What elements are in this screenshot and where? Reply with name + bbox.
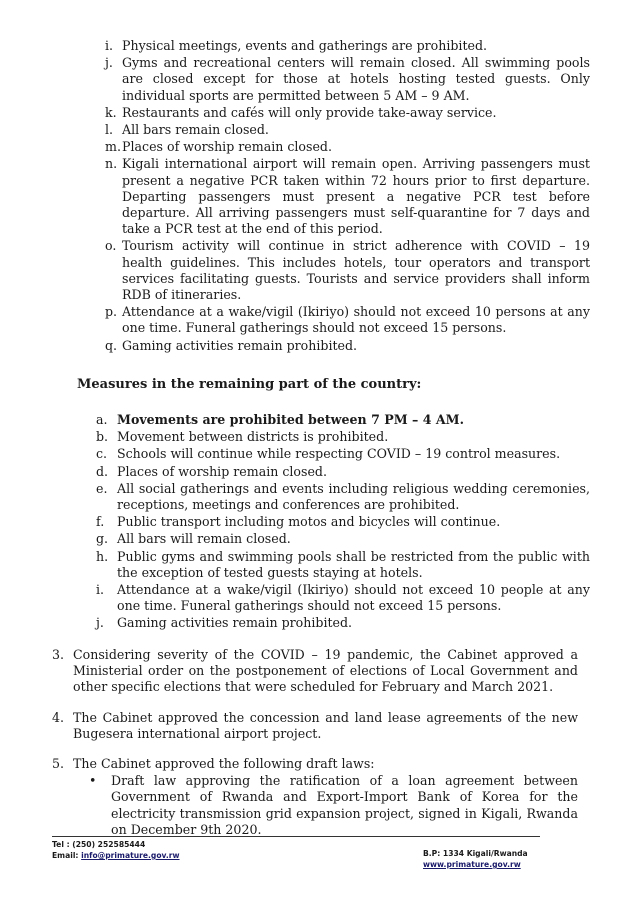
list-item bbox=[0, 238, 631, 303]
list-item-text: Movements are prohibited between 7 PM – 4 AM. bbox=[117, 412, 464, 427]
section-heading: Measures in the remaining part of the country: bbox=[77, 377, 422, 392]
list-item-text: Public gyms and swimming pools shall be restricted from the public with the exception of tested guests staying at hotels. bbox=[117, 548, 590, 580]
list-item-text: Gaming activities remain prohibited. bbox=[122, 337, 358, 353]
footer-email-label: Email: bbox=[52, 851, 82, 860]
list-item bbox=[0, 429, 631, 445]
footer-po-box: B.P: 1334 Kigali/Rwanda bbox=[423, 849, 528, 858]
list-marker: f. bbox=[96, 514, 105, 530]
footer-divider bbox=[52, 836, 540, 837]
list-item bbox=[0, 464, 631, 480]
list-marker: p. bbox=[105, 304, 118, 320]
list-marker: b. bbox=[96, 429, 109, 445]
list-item-text: Attendance at a wake/vigil (Ikiriyo) should not exceed 10 people at any one time. Funeral gatherings should not exceed 15 persons. bbox=[117, 582, 590, 614]
footer-email bbox=[52, 851, 180, 861]
point-text: Considering severity of the COVID – 19 pandemic, the Cabinet approved a Ministerial order on the postponement of elections of Local Government and other specific elections that were scheduled for February and March 2021. bbox=[73, 647, 578, 695]
list-item-text: All bars remain closed. bbox=[122, 122, 269, 138]
list-marker: g. bbox=[96, 531, 109, 547]
list-marker: a. bbox=[96, 412, 108, 427]
draft-law-item bbox=[0, 773, 631, 838]
list-item bbox=[0, 412, 631, 428]
list-item bbox=[0, 55, 631, 104]
list-marker: q. bbox=[105, 337, 118, 353]
point-number: 5. bbox=[52, 756, 65, 772]
list-item bbox=[0, 615, 631, 631]
list-item bbox=[0, 446, 631, 462]
numbered-point bbox=[0, 647, 631, 696]
list-item bbox=[0, 304, 631, 336]
list-marker: c. bbox=[96, 446, 108, 462]
list-marker: k. bbox=[105, 104, 117, 120]
list-marker: j. bbox=[96, 615, 104, 631]
list-item-text: All bars will remain closed. bbox=[117, 531, 291, 547]
list-item-text: Attendance at a wake/vigil (Ikiriyo) should not exceed 10 persons at any one time. Funeral gatherings should not exceed 15 persons. bbox=[122, 304, 590, 336]
list-item bbox=[0, 139, 631, 155]
list-item bbox=[0, 481, 631, 513]
list-marker: m. bbox=[105, 139, 121, 155]
draft-law-text: Draft law approving the ratification of a loan agreement between Government of Rwanda and Export-Import Bank of Korea for the electricity transmission grid expansion project, signed in Kigali, Rwanda on December 9th 2020. bbox=[111, 773, 578, 837]
bullet-icon: • bbox=[89, 773, 97, 789]
list-marker: o. bbox=[105, 238, 117, 254]
footer-website-link[interactable]: www.primature.gov.rw bbox=[423, 860, 521, 869]
list-item-text: Places of worship remain closed. bbox=[117, 463, 327, 479]
footer-website bbox=[423, 860, 521, 870]
list-item bbox=[0, 105, 631, 121]
list-item-text: Public transport including motos and bicycles will continue. bbox=[117, 514, 501, 530]
list-item bbox=[0, 514, 631, 530]
list-item-text: Physical meetings, events and gatherings are prohibited. bbox=[122, 38, 488, 53]
list-marker: i. bbox=[96, 582, 105, 598]
country-measures-list bbox=[0, 412, 631, 632]
list-item-text: All social gatherings and events including religious wedding ceremonies, receptions, meetings and conferences are prohibited. bbox=[117, 480, 590, 513]
list-item-text: Movement between districts is prohibited. bbox=[117, 429, 389, 445]
list-item-text: Gaming activities remain prohibited. bbox=[117, 615, 353, 631]
list-item bbox=[0, 582, 631, 614]
kigali-measures-list bbox=[0, 38, 631, 354]
list-marker: n. bbox=[105, 156, 118, 172]
list-item-text: Gyms and recreational centers will remain closed. All swimming pools are closed except for those at hotels hosting tested guests. Only individual sports are permitted between 5 AM – 9 AM. bbox=[122, 55, 590, 103]
footer-tel: Tel : (250) 252585444 bbox=[52, 840, 146, 849]
numbered-point bbox=[0, 710, 631, 742]
list-marker: d. bbox=[96, 463, 109, 479]
list-item-text: Restaurants and cafés will only provide take-away service. bbox=[122, 104, 497, 120]
list-item-text: Schools will continue while respecting COVID – 19 control measures. bbox=[117, 446, 561, 462]
list-item bbox=[0, 549, 631, 581]
list-marker: e. bbox=[96, 480, 108, 496]
list-item bbox=[0, 122, 631, 138]
point-number: 4. bbox=[52, 709, 65, 725]
point-text: The Cabinet approved the concession and land lease agreements of the new Bugesera international airport project. bbox=[73, 709, 578, 741]
numbered-points-list bbox=[0, 647, 631, 838]
list-marker: i. bbox=[105, 38, 114, 53]
list-item bbox=[0, 156, 631, 237]
list-item-text: Tourism activity will continue in strict adherence with COVID – 19 health guidelines. This includes hotels, tour operators and transport services facilitating guests. Tourists and service providers shall inform RDB of itineraries. bbox=[122, 238, 590, 303]
point-number: 3. bbox=[52, 647, 65, 662]
list-item-text: Kigali international airport will remain open. Arriving passengers must present a negative PCR taken within 72 hours prior to first departure. Departing passengers must present a negative PCR test before departure. All arriving passengers must self-quarantine for 7 days and take a PCR test at the end of this period. bbox=[122, 156, 590, 237]
list-marker: h. bbox=[96, 548, 109, 564]
list-item bbox=[0, 531, 631, 547]
point-text: The Cabinet approved the following draft laws: bbox=[73, 756, 375, 772]
numbered-point bbox=[0, 756, 631, 772]
list-marker: j. bbox=[105, 55, 113, 71]
list-item bbox=[0, 38, 631, 54]
list-item-text: Places of worship remain closed. bbox=[122, 139, 332, 155]
footer-email-link[interactable]: info@primature.gov.rw bbox=[81, 851, 180, 860]
list-marker: l. bbox=[105, 122, 114, 138]
list-item bbox=[0, 338, 631, 354]
